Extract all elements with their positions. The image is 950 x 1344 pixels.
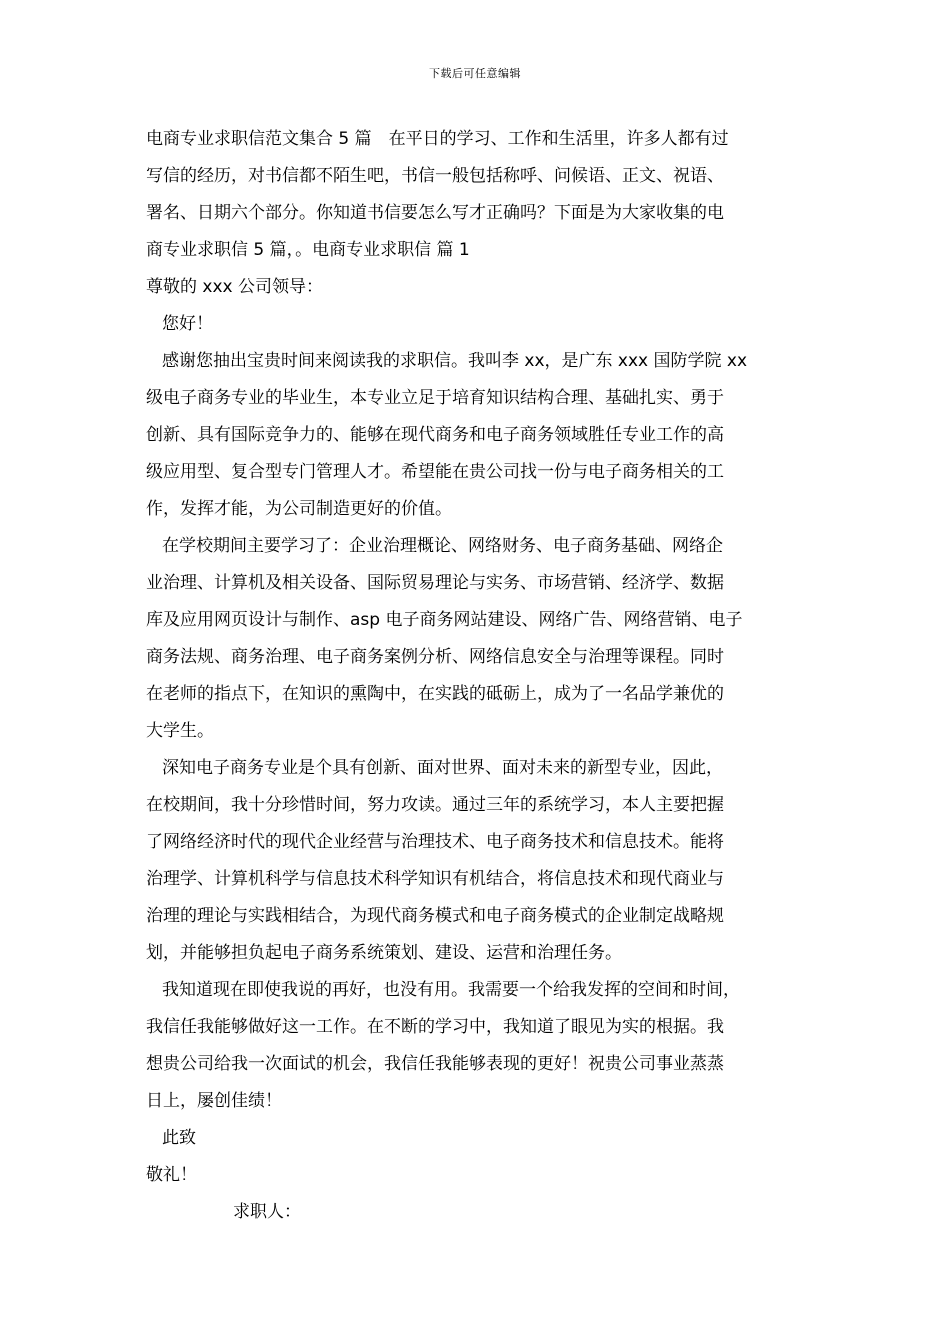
text-line: 划，并能够担负起电子商务系统策划、建设、运营和治理任务。 (146, 943, 622, 963)
greeting: 您好！ (162, 314, 213, 334)
text-line: 作，发挥才能，为公司制造更好的价值。 (146, 499, 452, 519)
intro-paragraph (146, 121, 811, 269)
paragraph-2 (146, 528, 811, 750)
salutation: 尊敬的 xxx 公司领导： (146, 277, 323, 297)
text-line: 电商专业求职信范文集合 5 篇 在平日的学习、工作和生活里，许多人都有过 (146, 129, 729, 149)
text-line: 深知电子商务专业是个具有创新、面对世界、面对未来的新型专业，因此， (162, 758, 723, 778)
text-line: 级电子商务专业的毕业生，本专业立足于培育知识结构合理、基础扎实、勇于 (146, 388, 724, 408)
text-line: 商专业求职信 5 篇，。电商专业求职信 篇 1 (146, 240, 470, 260)
text-line: 治理学、计算机科学与信息技术科学知识有机结合，将信息技术和现代商业与 (146, 869, 724, 889)
paragraph-4 (146, 972, 811, 1120)
text-line: 在老师的指点下，在知识的熏陶中，在实践的砥砺上，成为了一名品学兼优的 (146, 684, 724, 704)
closing-salute: 敬礼！ (146, 1165, 197, 1185)
paragraph-1 (146, 343, 811, 528)
text-line: 业治理、计算机及相关设备、国际贸易理论与实务、市场营销、经济学、数据 (146, 573, 724, 593)
text-line: 写信的经历，对书信都不陌生吧，书信一般包括称呼、问候语、正文、祝语、 (146, 166, 724, 186)
text-line: 库及应用网页设计与制作、asp 电子商务网站建设、网络广告、网络营销、电子 (146, 610, 743, 630)
page-header (0, 66, 950, 82)
text-line: 治理的理论与实践相结合，为现代商务模式和电子商务模式的企业制定战略规 (146, 906, 724, 926)
text-line: 商务法规、商务治理、电子商务案例分析、网络信息安全与治理等课程。同时 (146, 647, 724, 667)
text-line: 大学生。 (146, 721, 214, 741)
document-body (146, 121, 811, 1231)
text-line: 感谢您抽出宝贵时间来阅读我的求职信。我叫李 xx，是广东 xxx 国防学院 xx (162, 351, 748, 371)
signature: 求职人： (233, 1202, 301, 1222)
text-line: 级应用型、复合型专门管理人才。希望能在贵公司找一份与电子商务相关的工 (146, 462, 724, 482)
text-line: 想贵公司给我一次面试的机会，我信任我能够表现的更好！祝贵公司事业蒸蒸 (146, 1054, 724, 1074)
text-line: 署名、日期六个部分。你知道书信要怎么写才正确吗？下面是为大家收集的电 (146, 203, 724, 223)
text-line: 日上，屡创佳绩！ (146, 1091, 282, 1111)
text-line: 我知道现在即使我说的再好，也没有用。我需要一个给我发挥的空间和时间， (162, 980, 740, 1000)
header-text: 下载后可任意编辑 (429, 67, 521, 80)
closing-respect: 此致 (162, 1128, 196, 1148)
text-line: 我信任我能够做好这一工作。在不断的学习中，我知道了眼见为实的根据。我 (146, 1017, 724, 1037)
paragraph-3 (146, 750, 811, 972)
text-line: 在学校期间主要学习了：企业治理概论、网络财务、电子商务基础、网络企 (162, 536, 723, 556)
text-line: 在校期间，我十分珍惜时间，努力攻读。通过三年的系统学习，本人主要把握 (146, 795, 724, 815)
text-line: 了网络经济时代的现代企业经营与治理技术、电子商务技术和信息技术。能将 (146, 832, 724, 852)
text-line: 创新、具有国际竞争力的、能够在现代商务和电子商务领域胜任专业工作的高 (146, 425, 724, 445)
